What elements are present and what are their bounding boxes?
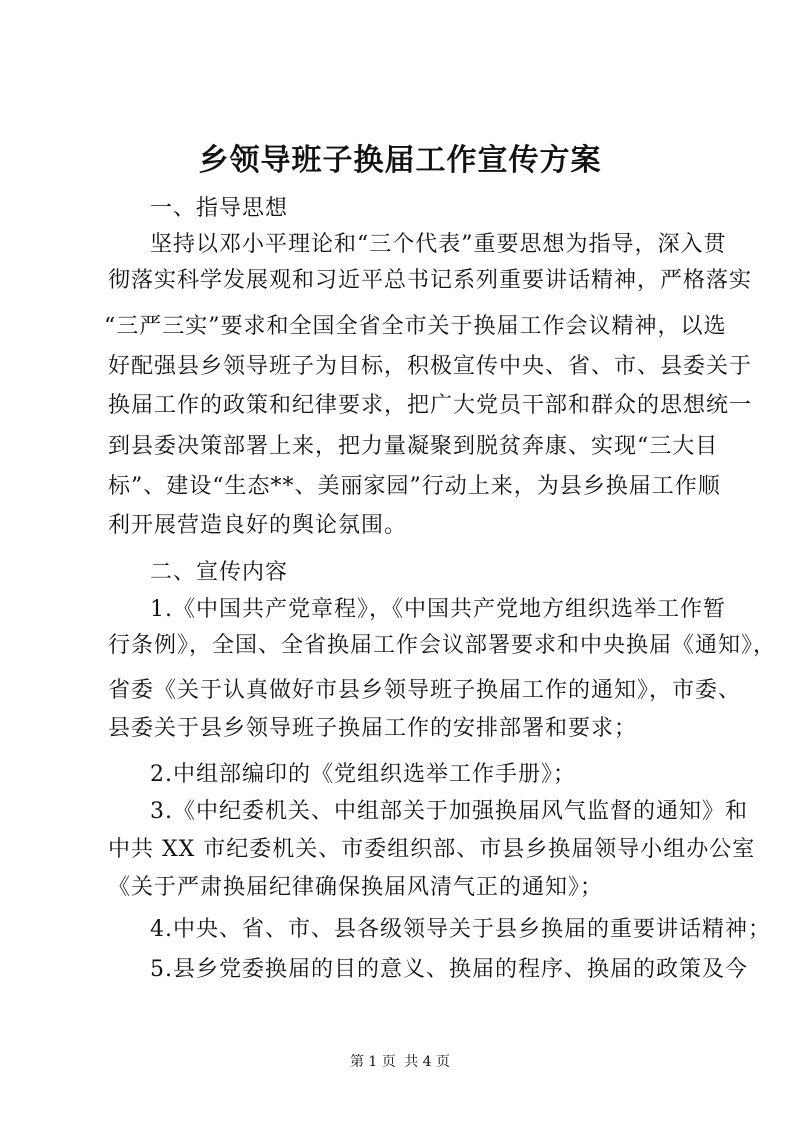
paragraph-line: 利开展营造良好的舆论氛围。 [108,513,408,538]
page-total: 共 4 页 [404,1054,451,1070]
section-heading-1: 一、指导思想 [150,196,289,221]
paragraph-line: 换届工作的政策和纪律要求，把广大党员干部和群众的思想统一 [108,393,753,418]
paragraph-line: 好配强县乡领导班子为目标，积极宣传中央、省、市、县委关于 [108,354,753,379]
list-item-line: 2.中组部编印的《党组织选举工作手册》； [150,762,576,787]
paragraph-line: 标”、建设“生态**、美丽家园”行动上来，为县乡换届工作顺 [108,474,721,499]
list-item-line: 县委关于县乡领导班子换届工作的安排部署和要求； [108,716,638,741]
paragraph-line: “三严三实”要求和全国全省全市关于换届工作会议精神，以选 [104,314,727,339]
paragraph-line: 到县委决策部署上来，把力量凝聚到脱贫奔康、实现“三大目 [108,434,719,459]
paragraph-line: 坚持以邓小平理论和“三个代表”重要思想为指导，深入贯 [150,232,727,257]
list-item-line: 《关于严肃换届纪律确保换届风清气正的通知》； [108,875,604,900]
list-item-line: 省委《关于认真做好市县乡领导班子换届工作的通知》，市委、 [108,678,742,703]
list-item-line: 中共 XX 市纪委机关、市委组织部、市县乡换届领导小组办公室 [108,837,756,862]
list-item-line: 行条例》，全国、全省换届工作会议部署要求和中央换届《通知》， [108,633,777,658]
document-title: 乡领导班子换届工作宣传方案 [198,143,602,178]
section-heading-2: 二、宣传内容 [150,560,289,585]
page-number: 第 1 页 [349,1054,396,1070]
list-item-line: 3.《中纪委机关、中组部关于加强换届风气监督的通知》和 [150,799,748,824]
list-item-line: 1.《中国共产党章程》，《中国共产党地方组织选举工作暂 [150,597,726,622]
paragraph-line: 彻落实科学发展观和习近平总书记系列重要讲话精神，严格落实 [108,268,753,293]
list-item-line: 5.县乡党委换届的目的意义、换届的程序、换届的政策及今 [150,957,748,982]
page-footer [0,1052,800,1072]
list-item-line: 4.中央、省、市、县各级领导关于县乡换届的重要讲话精神； [150,917,771,942]
